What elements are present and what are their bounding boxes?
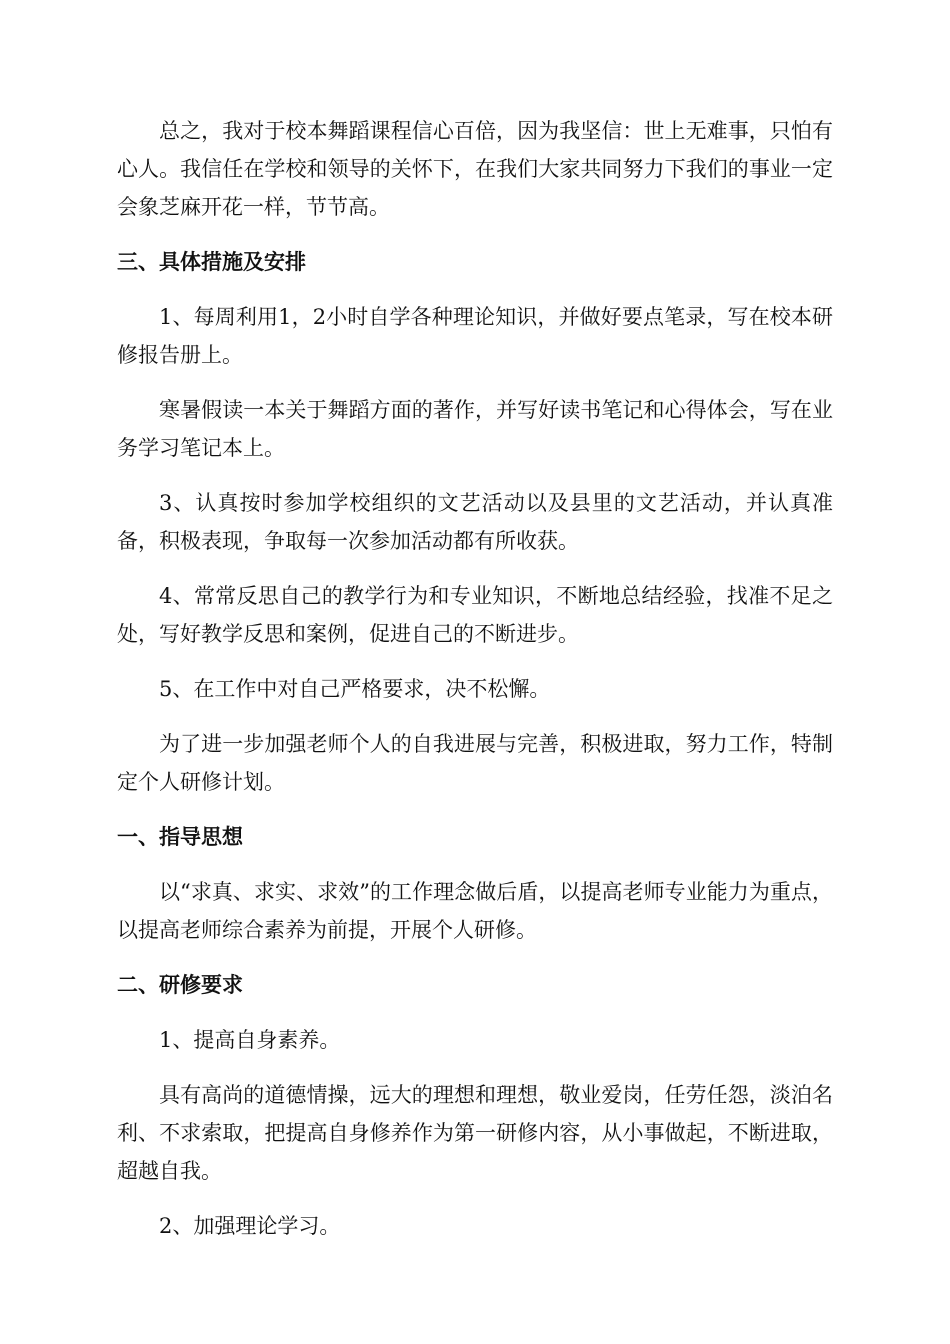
paragraph: 为了进一步加强老师个人的自我进展与完善，积极进取，努力工作，特制定个人研修计划。	[117, 732, 833, 794]
paragraph: 2、加强理论学习。	[159, 1214, 341, 1238]
section-heading: 三、具体措施及安排	[117, 249, 306, 274]
paragraph: 具有高尚的道德情操，远大的理想和理想，敬业爱岗，任劳任怨，淡泊名利、不求索取，把提高自身修养作为第一研修内容，从小事做起，不断进取，超越自我。	[117, 1083, 833, 1183]
paragraph: 1、提高自身素养。	[159, 1028, 341, 1052]
paragraph: 以“求真、求实、求效”的工作理念做后盾，以提高老师专业能力为重点，以提高老师综合素养为前提，开展个人研修。	[117, 880, 833, 942]
paragraph: 总之，我对于校本舞蹈课程信心百倍，因为我坚信：世上无难事，只怕有心人。我信任在学校和领导的关怀下，在我们大家共同努力下我们的事业一定会象芝麻开花一样，节节高。	[117, 119, 833, 219]
document-page	[117, 112, 833, 1262]
paragraph: 1、每周利用1，2小时自学各种理论知识，并做好要点笔录，写在校本研修报告册上。	[117, 305, 833, 367]
section-heading: 一、指导思想	[117, 824, 243, 849]
paragraph: 寒暑假读一本关于舞蹈方面的著作，并写好读书笔记和心得体会，写在业务学习笔记本上。	[117, 398, 833, 460]
section-heading: 二、研修要求	[117, 972, 243, 997]
paragraph: 3、认真按时参加学校组织的文艺活动以及县里的文艺活动，并认真准备，积极表现，争取每一次参加活动都有所收获。	[117, 491, 833, 553]
paragraph: 4、常常反思自己的教学行为和专业知识，不断地总结经验，找准不足之处，写好教学反思和案例，促进自己的不断进步。	[117, 584, 833, 646]
paragraph: 5、在工作中对自己严格要求，决不松懈。	[159, 677, 551, 701]
